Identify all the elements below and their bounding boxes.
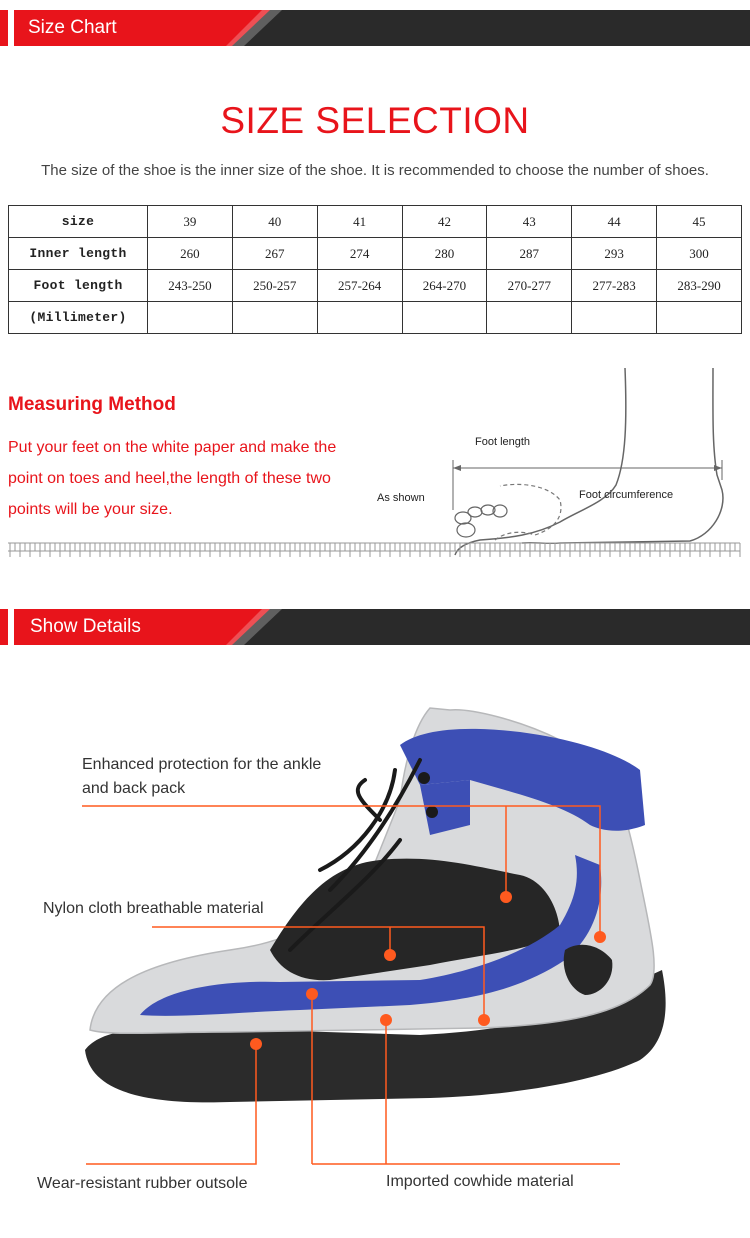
- table-cell: [317, 302, 402, 334]
- table-cell: 283-290: [657, 270, 742, 302]
- table-cell: 300: [657, 238, 742, 270]
- table-cell: [402, 302, 487, 334]
- table-cell: 280: [402, 238, 487, 270]
- table-cell: [657, 302, 742, 334]
- foot-length-label: Foot length: [475, 436, 531, 448]
- measuring-method-title: Measuring Method: [8, 394, 176, 415]
- size-chart-banner: [0, 10, 750, 46]
- row-header: (Millimeter): [9, 302, 148, 334]
- table-cell: 257-264: [317, 270, 402, 302]
- cowhide-callout: Imported cowhide material: [386, 1173, 574, 1190]
- table-cell: 293: [572, 238, 657, 270]
- table-row: [9, 238, 742, 270]
- size-note: The size of the shoe is the inner size of the shoe. It is recommended to choose the number of shoes.: [41, 162, 709, 179]
- table-cell: 40: [232, 206, 317, 238]
- row-header: Foot length: [9, 270, 148, 302]
- row-header: Inner length: [9, 238, 148, 270]
- table-cell: 260: [148, 238, 233, 270]
- page-title: SIZE SELECTION: [220, 100, 530, 141]
- table-row: [9, 206, 742, 238]
- nylon-cloth-callout: Nylon cloth breathable material: [43, 900, 264, 917]
- shoe-details: [0, 650, 750, 1233]
- table-cell: 274: [317, 238, 402, 270]
- show-details-label: Show Details: [30, 616, 141, 637]
- size-table: [8, 205, 742, 334]
- foot-circumference-label: Foot circumference: [579, 489, 674, 501]
- table-cell: 43: [487, 206, 572, 238]
- measuring-method-text: Put your feet on the white paper and make the point on toes and heel,the length of these two points will be your size.: [8, 439, 337, 518]
- table-cell: 277-283: [572, 270, 657, 302]
- table-cell: 287: [487, 238, 572, 270]
- table-cell: 250-257: [232, 270, 317, 302]
- rubber-outsole-callout: Wear-resistant rubber outsole: [37, 1175, 248, 1192]
- row-header: size: [9, 206, 148, 238]
- foot-measure-illustration: [0, 360, 750, 560]
- boot-image: [0, 650, 750, 1233]
- table-cell: 270-277: [487, 270, 572, 302]
- table-row: [9, 302, 742, 334]
- ankle-protection-callout: Enhanced protection for the ankle and back pack: [82, 756, 322, 797]
- table-cell: [572, 302, 657, 334]
- table-cell: 243-250: [148, 270, 233, 302]
- show-details-banner: [0, 609, 750, 645]
- table-cell: 264-270: [402, 270, 487, 302]
- table-cell: [232, 302, 317, 334]
- table-cell: 39: [148, 206, 233, 238]
- foot-outline-icon: [0, 360, 750, 560]
- table-cell: 44: [572, 206, 657, 238]
- table-cell: 267: [232, 238, 317, 270]
- table-cell: 41: [317, 206, 402, 238]
- table-cell: 45: [657, 206, 742, 238]
- table-cell: 42: [402, 206, 487, 238]
- table-row: [9, 270, 742, 302]
- as-shown-label: As shown: [377, 492, 425, 504]
- table-cell: [148, 302, 233, 334]
- table-cell: [487, 302, 572, 334]
- ruler-ticks: [10, 543, 740, 557]
- size-chart-label: Size Chart: [28, 17, 117, 38]
